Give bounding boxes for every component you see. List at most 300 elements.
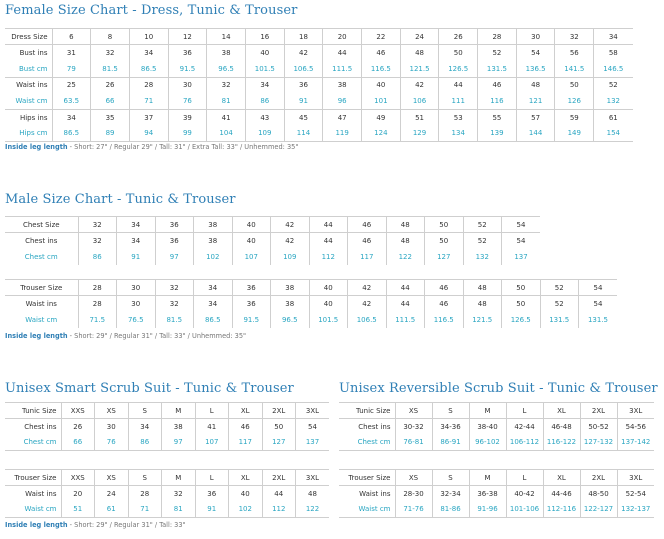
table-cell: 127 — [262, 435, 296, 451]
table-cell: 119 — [323, 126, 362, 142]
table-cell: 41 — [207, 109, 246, 125]
table-cell: 36 — [232, 296, 271, 312]
table-cell: 20 — [323, 29, 362, 45]
table-cell: 79 — [52, 61, 91, 77]
table-cell: 36 — [195, 486, 229, 502]
table-cell: 34 — [128, 419, 162, 435]
table-row — [5, 502, 329, 518]
inside-leg-label: Inside leg length — [5, 332, 68, 340]
table-cell: XS — [395, 470, 432, 486]
table-cell: 122 — [296, 502, 330, 518]
row-label: Waist ins — [5, 296, 78, 312]
table-cell: 131.5 — [540, 312, 579, 328]
table-cell: 34 — [117, 233, 156, 249]
table-cell: 102 — [194, 249, 233, 265]
table-cell: 96-102 — [469, 435, 506, 451]
row-label: Waist cm — [339, 502, 395, 518]
table-cell: 52 — [594, 77, 633, 93]
table-cell: 34-36 — [432, 419, 469, 435]
row-label: Waist ins — [5, 77, 52, 93]
table-cell: 96.5 — [271, 312, 310, 328]
table-cell: 32 — [555, 29, 594, 45]
table-cell: 30-32 — [395, 419, 432, 435]
table-cell: 112-116 — [543, 502, 580, 518]
table-cell: 101-106 — [506, 502, 543, 518]
row-label: Chest cm — [5, 435, 61, 451]
table-cell: 111.5 — [386, 312, 425, 328]
table-cell: 26 — [91, 77, 130, 93]
table-cell: 91.5 — [232, 312, 271, 328]
table-cell: 3XL — [296, 403, 330, 419]
table-cell: 6 — [52, 29, 91, 45]
table-cell: 86.5 — [129, 61, 168, 77]
table-cell: 42 — [348, 280, 387, 296]
table-cell: L — [195, 470, 229, 486]
unisex-reversible-tunic-table — [339, 402, 654, 451]
table-cell: 25 — [52, 77, 91, 93]
table-cell: 51 — [400, 109, 439, 125]
unisex-reversible-trouser-table — [339, 469, 654, 518]
unisex-smart-trouser-table — [5, 469, 329, 518]
table-cell: 127-132 — [580, 435, 617, 451]
inside-leg-values: - Short: 29" / Regular 31" / Tall: 33" / Unhemmed: 35" — [67, 332, 247, 340]
table-cell: 71-76 — [395, 502, 432, 518]
table-cell: 112 — [309, 249, 348, 265]
table-cell: M — [162, 403, 196, 419]
table-cell: 42-44 — [506, 419, 543, 435]
table-cell: 36 — [155, 217, 194, 233]
table-cell: 71.5 — [78, 312, 117, 328]
table-cell: 54 — [502, 217, 541, 233]
table-cell: 30 — [168, 77, 207, 93]
table-row — [5, 217, 540, 233]
table-cell: 40 — [362, 77, 401, 93]
table-cell: 132 — [463, 249, 502, 265]
table-cell: 117 — [348, 249, 387, 265]
row-label: Chest ins — [5, 233, 78, 249]
table-cell: 141.5 — [555, 61, 594, 77]
table-cell: 57 — [516, 109, 555, 125]
table-cell: 48 — [400, 45, 439, 61]
table-cell: 149 — [555, 126, 594, 142]
row-label: Waist cm — [25, 315, 58, 324]
row-label: Chest Size — [5, 217, 78, 233]
table-cell: 34 — [52, 109, 91, 125]
row-label: Tunic Size — [339, 403, 395, 419]
table-cell: 48 — [463, 296, 502, 312]
table-cell: 54 — [579, 296, 618, 312]
table-cell: 38 — [194, 217, 233, 233]
table-cell: 39 — [168, 109, 207, 125]
row-label: Trouser Size — [5, 280, 78, 296]
inside-leg-label: Inside leg length — [5, 521, 68, 529]
table-cell: 40 — [309, 296, 348, 312]
table-cell: 134 — [439, 126, 478, 142]
row-label: Bust ins — [5, 45, 52, 61]
table-cell: 111 — [439, 93, 478, 109]
table-row — [339, 502, 654, 518]
table-cell: 38 — [207, 45, 246, 61]
table-cell: XL — [229, 403, 263, 419]
table-cell: 50 — [502, 296, 541, 312]
table-cell: 34 — [194, 296, 233, 312]
table-cell: 38 — [162, 419, 196, 435]
table-cell: 136.5 — [516, 61, 555, 77]
table-cell: 104 — [207, 126, 246, 142]
table-cell: 46-48 — [543, 419, 580, 435]
table-cell: 106.5 — [348, 312, 387, 328]
table-cell: 34 — [117, 217, 156, 233]
table-row — [5, 93, 633, 109]
table-cell: 22 — [362, 29, 401, 45]
table-cell: 116 — [478, 93, 517, 109]
table-cell: 109 — [245, 126, 284, 142]
table-cell: 43 — [245, 109, 284, 125]
table-cell: 44 — [386, 280, 425, 296]
table-cell: 40 — [232, 233, 271, 249]
table-cell: 30 — [95, 419, 129, 435]
table-cell: 32-34 — [432, 486, 469, 502]
table-cell: XL — [229, 470, 263, 486]
table-cell: 38-40 — [469, 419, 506, 435]
table-cell: 12 — [168, 29, 207, 45]
inside-leg-values: - Short: 27" / Regular 29" / Tall: 31" / Extra Tall: 33" / Unhemmed: 35" — [67, 143, 299, 151]
table-row — [5, 470, 329, 486]
female-chart-title: Female Size Chart - Dress, Tunic & Trouser — [5, 3, 298, 18]
table-cell: 48 — [516, 77, 555, 93]
table-cell: 127 — [425, 249, 464, 265]
table-cell: L — [195, 403, 229, 419]
table-cell: 52 — [463, 217, 502, 233]
table-cell: 129 — [400, 126, 439, 142]
table-cell: 91 — [117, 249, 156, 265]
table-cell: 99 — [168, 126, 207, 142]
table-cell: 54 — [502, 233, 541, 249]
table-cell: 44 — [309, 217, 348, 233]
table-cell: 109 — [271, 249, 310, 265]
table-cell: 101.5 — [309, 312, 348, 328]
table-cell: 48 — [386, 217, 425, 233]
table-cell: 106.5 — [284, 61, 323, 77]
table-cell: 86-91 — [432, 435, 469, 451]
unisex-reversible-title: Unisex Reversible Scrub Suit - Tunic & Trouser — [339, 381, 658, 396]
table-cell: 50 — [439, 45, 478, 61]
table-cell: 81.5 — [155, 312, 194, 328]
table-cell: 8 — [91, 29, 130, 45]
table-cell: 66 — [91, 93, 130, 109]
table-cell: 18 — [284, 29, 323, 45]
table-cell: 38 — [194, 233, 233, 249]
table-cell: 54 — [516, 45, 555, 61]
table-cell: 36 — [155, 233, 194, 249]
table-cell: 46 — [425, 280, 464, 296]
table-cell: 32 — [91, 45, 130, 61]
table-cell: 44 — [323, 45, 362, 61]
table-cell: 106-112 — [506, 435, 543, 451]
table-cell: 61 — [594, 109, 633, 125]
table-cell: 24 — [95, 486, 129, 502]
table-row — [339, 403, 654, 419]
table-cell: 2XL — [580, 470, 617, 486]
table-cell: 45 — [284, 109, 323, 125]
table-cell: 46 — [425, 296, 464, 312]
table-cell: 126.5 — [502, 312, 541, 328]
table-cell: 34 — [194, 280, 233, 296]
table-cell: 96 — [323, 93, 362, 109]
table-cell: 91.5 — [168, 61, 207, 77]
table-cell: 54 — [296, 419, 330, 435]
table-cell: 38 — [271, 280, 310, 296]
table-cell: 139 — [478, 126, 517, 142]
table-cell: 34 — [245, 77, 284, 93]
table-cell: 86.5 — [52, 126, 91, 142]
table-cell: 106 — [400, 93, 439, 109]
table-cell: 116.5 — [425, 312, 464, 328]
table-cell: 52 — [478, 45, 517, 61]
table-row — [5, 435, 329, 451]
table-cell: 36 — [284, 77, 323, 93]
inside-leg-values: - Short: 29" / Regular 31" / Tall: 33" — [67, 521, 186, 529]
table-cell: 112 — [262, 502, 296, 518]
row-label: Waist cm — [15, 97, 48, 106]
table-cell: 28 — [128, 486, 162, 502]
table-cell: 34 — [594, 29, 633, 45]
table-cell: 37 — [129, 109, 168, 125]
table-cell: 44 — [262, 486, 296, 502]
table-cell: 28 — [78, 280, 117, 296]
table-row — [5, 233, 540, 249]
table-cell: 131.5 — [478, 61, 517, 77]
table-cell: 97 — [162, 435, 196, 451]
table-row — [5, 296, 617, 312]
table-cell: 52 — [540, 296, 579, 312]
table-cell: 36-38 — [469, 486, 506, 502]
table-row — [5, 77, 633, 93]
table-cell: 89 — [91, 126, 130, 142]
table-cell: 40 — [309, 280, 348, 296]
row-label: Trouser Size — [339, 470, 395, 486]
row-label: Chest cm — [24, 252, 58, 261]
row-label: Waist ins — [339, 486, 395, 502]
table-cell: 46 — [348, 217, 387, 233]
table-cell: 71 — [128, 502, 162, 518]
table-cell: 97 — [155, 249, 194, 265]
table-cell: 46 — [362, 45, 401, 61]
table-row — [5, 109, 633, 125]
row-label: Dress Size — [5, 29, 52, 45]
male-inside-leg-note — [5, 332, 246, 340]
table-cell: S — [432, 470, 469, 486]
female-size-table — [5, 28, 633, 142]
table-cell: 86 — [78, 249, 117, 265]
table-cell: 38 — [271, 296, 310, 312]
table-row — [339, 435, 654, 451]
table-cell: 30 — [516, 29, 555, 45]
table-cell: M — [162, 470, 196, 486]
table-cell: XS — [95, 470, 129, 486]
table-cell: 146.5 — [594, 61, 633, 77]
row-label: Waist cm — [5, 502, 61, 518]
table-cell: 52-54 — [617, 486, 654, 502]
table-cell: S — [128, 470, 162, 486]
table-cell: 44 — [309, 233, 348, 249]
table-cell: 137 — [296, 435, 330, 451]
row-label: Bust cm — [18, 64, 48, 73]
row-label: Trouser Size — [5, 470, 61, 486]
table-cell: 14 — [207, 29, 246, 45]
table-cell: 42 — [271, 233, 310, 249]
table-cell: 28-30 — [395, 486, 432, 502]
table-cell: 28 — [129, 77, 168, 93]
table-cell: XXS — [61, 403, 95, 419]
table-cell: 2XL — [262, 403, 296, 419]
table-cell: 91 — [284, 93, 323, 109]
table-cell: 44 — [439, 77, 478, 93]
table-cell: 132 — [594, 93, 633, 109]
table-cell: L — [506, 403, 543, 419]
table-cell: 30 — [117, 280, 156, 296]
table-cell: 116.5 — [362, 61, 401, 77]
table-row — [339, 419, 654, 435]
table-cell: 131.5 — [579, 312, 618, 328]
table-row — [5, 403, 329, 419]
table-cell: 49 — [362, 109, 401, 125]
male-tunic-table — [5, 216, 540, 265]
table-cell: 34 — [129, 45, 168, 61]
table-cell: 96.5 — [207, 61, 246, 77]
table-cell: 46 — [348, 233, 387, 249]
table-cell: 86 — [245, 93, 284, 109]
table-cell: XS — [395, 403, 432, 419]
table-cell: 48 — [296, 486, 330, 502]
table-cell: 61 — [95, 502, 129, 518]
table-row — [5, 61, 633, 77]
table-cell: 63.5 — [52, 93, 91, 109]
table-cell: 40 — [245, 45, 284, 61]
unisex-smart-title: Unisex Smart Scrub Suit - Tunic & Trouser — [5, 381, 294, 396]
table-cell: 56 — [555, 45, 594, 61]
table-cell: 16 — [245, 29, 284, 45]
table-cell: XL — [543, 470, 580, 486]
table-row — [5, 45, 633, 61]
table-cell: 10 — [129, 29, 168, 45]
table-cell: 71 — [129, 93, 168, 109]
table-cell: 76-81 — [395, 435, 432, 451]
table-cell: 86.5 — [194, 312, 233, 328]
table-cell: 50 — [425, 217, 464, 233]
table-cell: 54 — [579, 280, 618, 296]
table-cell: 52 — [463, 233, 502, 249]
table-cell: 32 — [155, 296, 194, 312]
table-cell: L — [506, 470, 543, 486]
table-cell: 3XL — [617, 470, 654, 486]
table-row — [339, 486, 654, 502]
table-row — [5, 249, 540, 265]
table-cell: 30 — [117, 296, 156, 312]
table-cell: 32 — [155, 280, 194, 296]
table-cell: 20 — [61, 486, 95, 502]
unisex-smart-inside-leg-note — [5, 521, 186, 529]
table-cell: 36 — [232, 280, 271, 296]
table-cell: 117 — [229, 435, 263, 451]
table-cell: 41 — [195, 419, 229, 435]
table-cell: 52 — [540, 280, 579, 296]
table-cell: 26 — [439, 29, 478, 45]
male-chart-title: Male Size Chart - Tunic & Trouser — [5, 192, 236, 207]
table-cell: 137 — [502, 249, 541, 265]
table-cell: M — [469, 470, 506, 486]
inside-leg-label: Inside leg length — [5, 143, 68, 151]
table-cell: 32 — [162, 486, 196, 502]
table-cell: 124 — [362, 126, 401, 142]
table-row — [5, 486, 329, 502]
row-label: Hips ins — [5, 109, 52, 125]
row-label: Chest ins — [339, 419, 395, 435]
female-inside-leg-note — [5, 143, 298, 151]
table-cell: 50 — [502, 280, 541, 296]
table-cell: 2XL — [580, 403, 617, 419]
table-cell: 48 — [386, 233, 425, 249]
unisex-smart-tunic-table — [5, 402, 329, 451]
row-label: Chest ins — [5, 419, 61, 435]
table-cell: 42 — [400, 77, 439, 93]
table-cell: 32 — [78, 217, 117, 233]
table-cell: 121.5 — [400, 61, 439, 77]
table-row — [5, 419, 329, 435]
table-cell: XL — [543, 403, 580, 419]
table-cell: 51 — [61, 502, 95, 518]
table-cell: 122-127 — [580, 502, 617, 518]
table-cell: 36 — [168, 45, 207, 61]
table-cell: 38 — [323, 77, 362, 93]
table-cell: 154 — [594, 126, 633, 142]
table-cell: 91 — [195, 502, 229, 518]
table-cell: 32 — [207, 77, 246, 93]
table-cell: S — [432, 403, 469, 419]
table-cell: 28 — [478, 29, 517, 45]
table-cell: 40 — [229, 486, 263, 502]
table-cell: 81 — [162, 502, 196, 518]
table-cell: 126 — [555, 93, 594, 109]
table-cell: 50-52 — [580, 419, 617, 435]
table-cell: 101.5 — [245, 61, 284, 77]
table-cell: 40 — [232, 217, 271, 233]
table-cell: 31 — [52, 45, 91, 61]
table-cell: 50 — [555, 77, 594, 93]
table-cell: 132-137 — [617, 502, 654, 518]
table-row — [5, 280, 617, 296]
table-cell: 42 — [271, 217, 310, 233]
table-cell: 55 — [478, 109, 517, 125]
table-row — [5, 312, 617, 328]
table-cell: 46 — [478, 77, 517, 93]
table-cell: 46 — [229, 419, 263, 435]
table-cell: 76 — [95, 435, 129, 451]
table-row — [339, 470, 654, 486]
table-cell: 107 — [232, 249, 271, 265]
male-trouser-table — [5, 279, 617, 328]
table-cell: 102 — [229, 502, 263, 518]
table-cell: 59 — [555, 109, 594, 125]
table-cell: 32 — [78, 233, 117, 249]
table-cell: 54-56 — [617, 419, 654, 435]
table-cell: 42 — [348, 296, 387, 312]
table-cell: 137-142 — [617, 435, 654, 451]
table-cell: 24 — [400, 29, 439, 45]
table-cell: 44 — [386, 296, 425, 312]
table-cell: 26 — [61, 419, 95, 435]
table-cell: 76.5 — [117, 312, 156, 328]
